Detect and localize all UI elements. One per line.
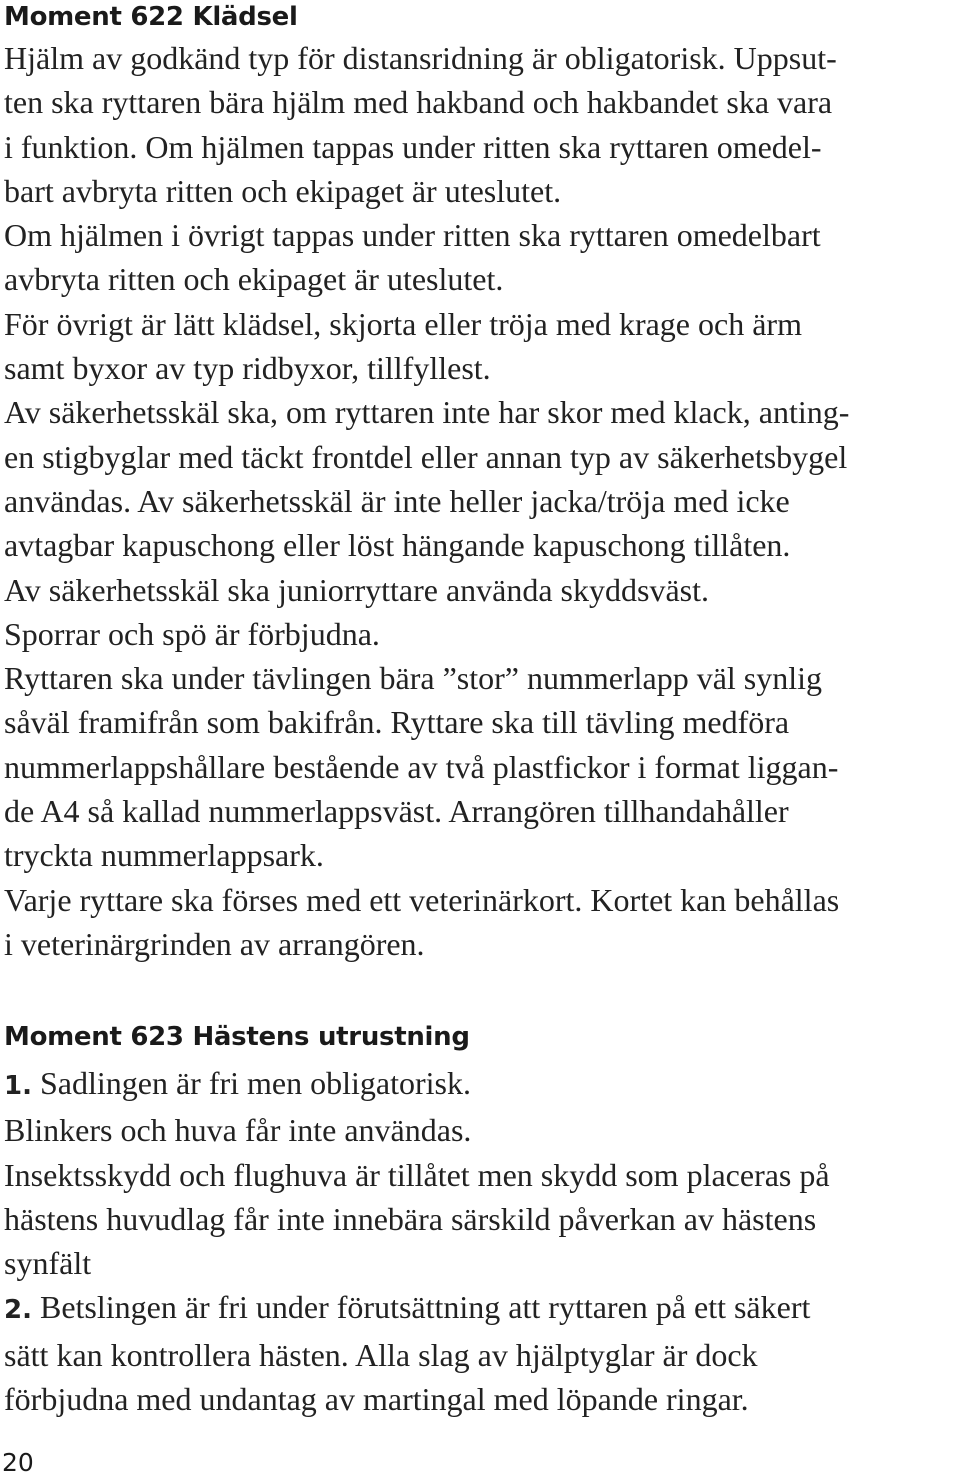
text-line: Insektsskydd och flughuva är tillåtet men skydd som placeras på [4,1156,830,1193]
text-line: förbjudna med undantag av martingal med löpande ringar. [4,1381,749,1418]
text-line: användas. Av säkerhetsskäl är inte heller jacka/tröja med icke [4,482,790,519]
text-line: Om hjälmen i övrigt tappas under ritten ska ryttaren omedelbart [4,217,821,254]
text-line: Hjälm av godkänd typ för distansridning är obligatorisk. Uppsut- [4,40,837,76]
section-body-moment-623 [4,1061,944,1421]
text-line: såväl framifrån som bakifrån. Ryttare ska till tävling medföra [4,704,790,741]
text-line: de A4 så kallad nummerlappsväst. Arrangören tillhandahåller [4,793,789,830]
text-line: Sadlingen är fri men obligatorisk. [31,1065,471,1101]
text-line: avbryta ritten och ekipaget är uteslutet. [4,261,504,298]
list-number: 2. [4,1295,32,1326]
text-line: Betslingen är fri under förutsättning att ryttaren på ett säkert [31,1289,811,1326]
text-line: sätt kan kontrollera hästen. Alla slag av hjälptyglar är dock [4,1336,758,1373]
text-line: Ryttaren ska under tävlingen bära ”stor” nummerlapp väl synlig [4,660,823,697]
text-line: ten ska ryttaren bära hjälm med hakband och hakbandet ska vara [4,84,833,121]
text-line: bart avbryta ritten och ekipaget är uteslutet. [4,172,562,209]
list-item-1 [4,1061,944,1108]
text-line: tryckta nummerlappsark. [4,837,324,874]
section-heading-moment-623: Moment 623 Hästens utrustning [4,1022,470,1052]
text-line: För övrigt är lätt klädsel, skjorta eller tröja med krage och ärm [4,305,802,342]
section-heading-moment-622: Moment 622 Klädsel [4,2,298,32]
text-line: Blinkers och huva får inte användas. [4,1112,472,1149]
text-line: Av säkerhetsskäl ska, om ryttaren inte har skor med klack, anting- [4,394,850,431]
text-line: i funktion. Om hjälmen tappas under ritten ska ryttaren omedel- [4,128,822,165]
text-line: nummerlappshållare bestående av två plastfickor i format liggan- [4,748,839,785]
page-number: 20 [2,1448,34,1477]
text-line: Av säkerhetsskäl ska juniorryttare använda skyddsväst. [4,571,709,608]
text-line: hästens huvudlag får inte innebära särskild påverkan av hästens [4,1200,817,1237]
text-line: synfält [4,1245,92,1282]
text-line: i veterinärgrinden av arrangören. [4,925,425,962]
text-line: en stigbyglar med täckt frontdel eller annan typ av säkerhetsbygel [4,438,848,475]
section-body-moment-622 [4,36,944,966]
text-line: Varje ryttare ska förses med ett veterinärkort. Kortet kan behållas [4,881,840,918]
list-number: 1. [4,1071,32,1101]
list-item-2 [4,1285,944,1332]
text-line: samt byxor av typ ridbyxor, tillfyllest. [4,350,491,387]
text-line: avtagbar kapuschong eller löst hängande kapuschong tillåten. [4,527,791,564]
text-line: Sporrar och spö är förbjudna. [4,615,380,652]
